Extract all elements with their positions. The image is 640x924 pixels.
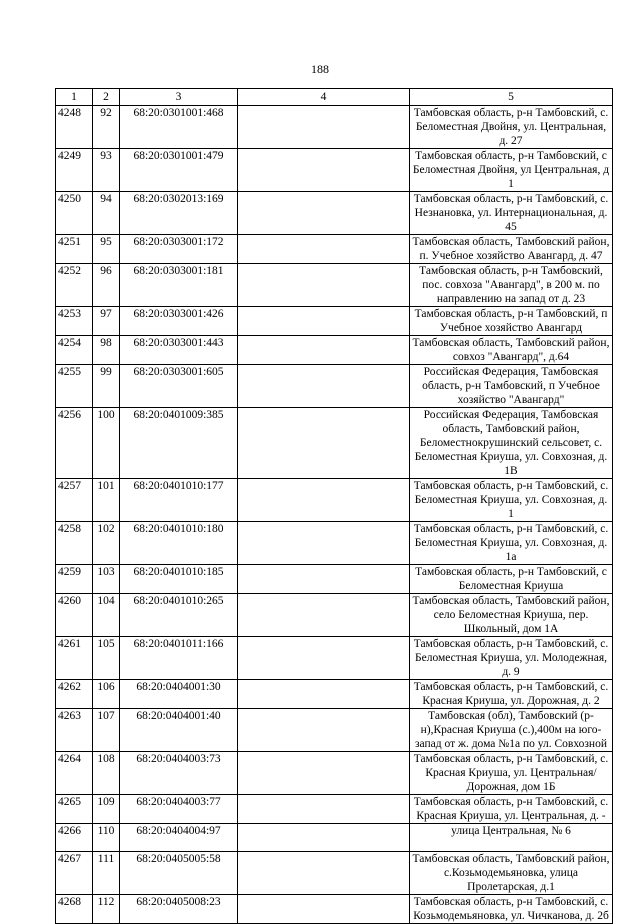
cell-cadastral-number: 68:20:0401010:180 (120, 522, 238, 565)
cell-cadastral-number: 68:20:0404001:40 (120, 709, 238, 752)
cell-column-4 (238, 264, 410, 307)
cell-record-id: 4256 (56, 408, 93, 479)
table-row (56, 895, 613, 924)
cell-column-4 (238, 752, 410, 795)
cell-sequence-number: 97 (93, 307, 120, 336)
cell-sequence-number: 108 (93, 752, 120, 795)
cell-cadastral-number: 68:20:0404003:77 (120, 795, 238, 824)
cell-sequence-number: 98 (93, 336, 120, 365)
cell-address: улица Центральная, № 6 (410, 824, 613, 852)
cell-sequence-number: 103 (93, 565, 120, 594)
cell-address: Тамбовская область, р-н Тамбовский, с. Козьмодемьяновка, ул. Чичканова, д. 2б (410, 895, 613, 924)
cell-column-4 (238, 680, 410, 709)
cell-column-4 (238, 824, 410, 852)
table-row (56, 594, 613, 637)
table-body (56, 106, 613, 924)
cell-address: Тамбовская (обл), Тамбовский (р-н),Красная Криуша (с.),400м на юго-запад от ж. дома №1а по ул. Совхозной (410, 709, 613, 752)
cell-cadastral-number: 68:20:0303001:605 (120, 365, 238, 408)
cell-column-4 (238, 479, 410, 522)
cell-cadastral-number: 68:20:0303001:181 (120, 264, 238, 307)
cell-address: Тамбовская область, р-н Тамбовский, с Беломестная Двойня, ул Центральная, д 1 (410, 149, 613, 192)
cell-column-4 (238, 565, 410, 594)
cell-address: Тамбовская область, р-н Тамбовский, с. Беломестная Криуша, ул. Молодежная, д. 9 (410, 637, 613, 680)
cell-sequence-number: 106 (93, 680, 120, 709)
cell-column-4 (238, 895, 410, 924)
table-row (56, 565, 613, 594)
cell-cadastral-number: 68:20:0303001:426 (120, 307, 238, 336)
table-row (56, 824, 613, 852)
table-row (56, 149, 613, 192)
cell-record-id: 4263 (56, 709, 93, 752)
cell-column-4 (238, 594, 410, 637)
cell-record-id: 4268 (56, 895, 93, 924)
cell-record-id: 4266 (56, 824, 93, 852)
cell-address: Тамбовская область, р-н Тамбовский, с. Беломестная Криуша, ул. Совхозная, д. 1а (410, 522, 613, 565)
cell-address: Тамбовская область, р-н Тамбовский, пос. совхоза "Авангард", в 200 м. по направлению на запад от д. 23 (410, 264, 613, 307)
cell-column-4 (238, 307, 410, 336)
table-row (56, 709, 613, 752)
cell-record-id: 4260 (56, 594, 93, 637)
cell-address: Тамбовская область, р-н Тамбовский, п Учебное хозяйство Авангард (410, 307, 613, 336)
table-row (56, 235, 613, 264)
table-header-row (56, 89, 613, 106)
cell-cadastral-number: 68:20:0401011:166 (120, 637, 238, 680)
cell-sequence-number: 112 (93, 895, 120, 924)
cell-record-id: 4262 (56, 680, 93, 709)
cell-sequence-number: 99 (93, 365, 120, 408)
cell-sequence-number: 102 (93, 522, 120, 565)
table-row (56, 192, 613, 235)
cell-address: Тамбовская область, р-н Тамбовский, с. Красная Криуша, ул. Дорожная, д. 2 (410, 680, 613, 709)
cell-record-id: 4255 (56, 365, 93, 408)
table-row (56, 522, 613, 565)
cell-sequence-number: 109 (93, 795, 120, 824)
cell-address: Тамбовская область, р-н Тамбовский, с. Беломестная Криуша, ул. Совхозная, д. 1 (410, 479, 613, 522)
page-number: 188 (311, 62, 329, 76)
cell-record-id: 4248 (56, 106, 93, 149)
cell-sequence-number: 105 (93, 637, 120, 680)
cell-sequence-number: 94 (93, 192, 120, 235)
cell-sequence-number: 110 (93, 824, 120, 852)
cell-record-id: 4264 (56, 752, 93, 795)
table-row (56, 408, 613, 479)
cell-sequence-number: 101 (93, 479, 120, 522)
cell-column-4 (238, 795, 410, 824)
cell-record-id: 4249 (56, 149, 93, 192)
cell-record-id: 4251 (56, 235, 93, 264)
registry-table (55, 88, 613, 924)
table-row (56, 106, 613, 149)
cell-address: Российская Федерация, Тамбовская область, р-н Тамбовский, п Учебное хозяйство "Авангард" (410, 365, 613, 408)
cell-cadastral-number: 68:20:0405008:23 (120, 895, 238, 924)
cell-record-id: 4267 (56, 852, 93, 895)
cell-address: Тамбовская область, р-н Тамбовский, с. Красная Криуша, ул. Центральная, д. - (410, 795, 613, 824)
cell-record-id: 4259 (56, 565, 93, 594)
table-row (56, 336, 613, 365)
cell-address: Тамбовская область, Тамбовский район, п. Учебное хозяйство Авангард, д. 47 (410, 235, 613, 264)
cell-cadastral-number: 68:20:0401009:385 (120, 408, 238, 479)
table-row (56, 852, 613, 895)
cell-column-4 (238, 192, 410, 235)
table-row (56, 479, 613, 522)
cell-cadastral-number: 68:20:0401010:177 (120, 479, 238, 522)
cell-sequence-number: 100 (93, 408, 120, 479)
cell-cadastral-number: 68:20:0401010:185 (120, 565, 238, 594)
cell-column-4 (238, 852, 410, 895)
cell-cadastral-number: 68:20:0404004:97 (120, 824, 238, 852)
cell-column-4 (238, 106, 410, 149)
cell-sequence-number: 92 (93, 106, 120, 149)
header-col-4: 4 (238, 89, 410, 106)
table-row (56, 752, 613, 795)
cell-record-id: 4253 (56, 307, 93, 336)
cell-sequence-number: 93 (93, 149, 120, 192)
cell-address: Тамбовская область, р-н Тамбовский, с. Незнановка, ул. Интернациональная, д. 45 (410, 192, 613, 235)
cell-record-id: 4261 (56, 637, 93, 680)
cell-address: Тамбовская область, Тамбовский район, совхоз "Авангард", д.64 (410, 336, 613, 365)
cell-sequence-number: 96 (93, 264, 120, 307)
cell-address: Тамбовская область, р-н Тамбовский, с. Беломестная Двойня, ул. Центральная, д. 27 (410, 106, 613, 149)
cell-cadastral-number: 68:20:0401010:265 (120, 594, 238, 637)
header-col-1: 1 (56, 89, 93, 106)
cell-cadastral-number: 68:20:0301001:468 (120, 106, 238, 149)
cell-column-4 (238, 149, 410, 192)
cell-address: Тамбовская область, р-н Тамбовский, с Беломестная Криуша (410, 565, 613, 594)
cell-cadastral-number: 68:20:0404001:30 (120, 680, 238, 709)
table-row (56, 680, 613, 709)
cell-address: Тамбовская область, р-н Тамбовский, с. Красная Криуша, ул. Центральная/Дорожная, дом 1Б (410, 752, 613, 795)
cell-column-4 (238, 336, 410, 365)
cell-record-id: 4265 (56, 795, 93, 824)
table-row (56, 365, 613, 408)
cell-sequence-number: 95 (93, 235, 120, 264)
cell-column-4 (238, 709, 410, 752)
table-row (56, 637, 613, 680)
header-col-2: 2 (93, 89, 120, 106)
cell-sequence-number: 104 (93, 594, 120, 637)
cell-sequence-number: 107 (93, 709, 120, 752)
cell-record-id: 4252 (56, 264, 93, 307)
header-col-3: 3 (120, 89, 238, 106)
cell-column-4 (238, 365, 410, 408)
cell-cadastral-number: 68:20:0405005:58 (120, 852, 238, 895)
cell-column-4 (238, 522, 410, 565)
cell-record-id: 4258 (56, 522, 93, 565)
table-row (56, 307, 613, 336)
cell-address: Тамбовская область, Тамбовский район, село Беломестная Криуша, пер. Школьный, дом 1А (410, 594, 613, 637)
cell-address: Тамбовская область, Тамбовский район, с.Козьмодемьяновка, улица Пролетарская, д.1 (410, 852, 613, 895)
cell-cadastral-number: 68:20:0301001:479 (120, 149, 238, 192)
table-row (56, 264, 613, 307)
cell-cadastral-number: 68:20:0303001:172 (120, 235, 238, 264)
table-row (56, 795, 613, 824)
cell-record-id: 4254 (56, 336, 93, 365)
cell-record-id: 4257 (56, 479, 93, 522)
cell-column-4 (238, 408, 410, 479)
cell-record-id: 4250 (56, 192, 93, 235)
cell-cadastral-number: 68:20:0302013:169 (120, 192, 238, 235)
cell-cadastral-number: 68:20:0404003:73 (120, 752, 238, 795)
cell-cadastral-number: 68:20:0303001:443 (120, 336, 238, 365)
cell-column-4 (238, 235, 410, 264)
cell-address: Российская Федерация, Тамбовская область, Тамбовский район, Беломестнокрушинский сельсовет, с. Беломестная Криуша, ул. Совхозная, д. 1В (410, 408, 613, 479)
header-col-5: 5 (410, 89, 613, 106)
cell-sequence-number: 111 (93, 852, 120, 895)
cell-column-4 (238, 637, 410, 680)
